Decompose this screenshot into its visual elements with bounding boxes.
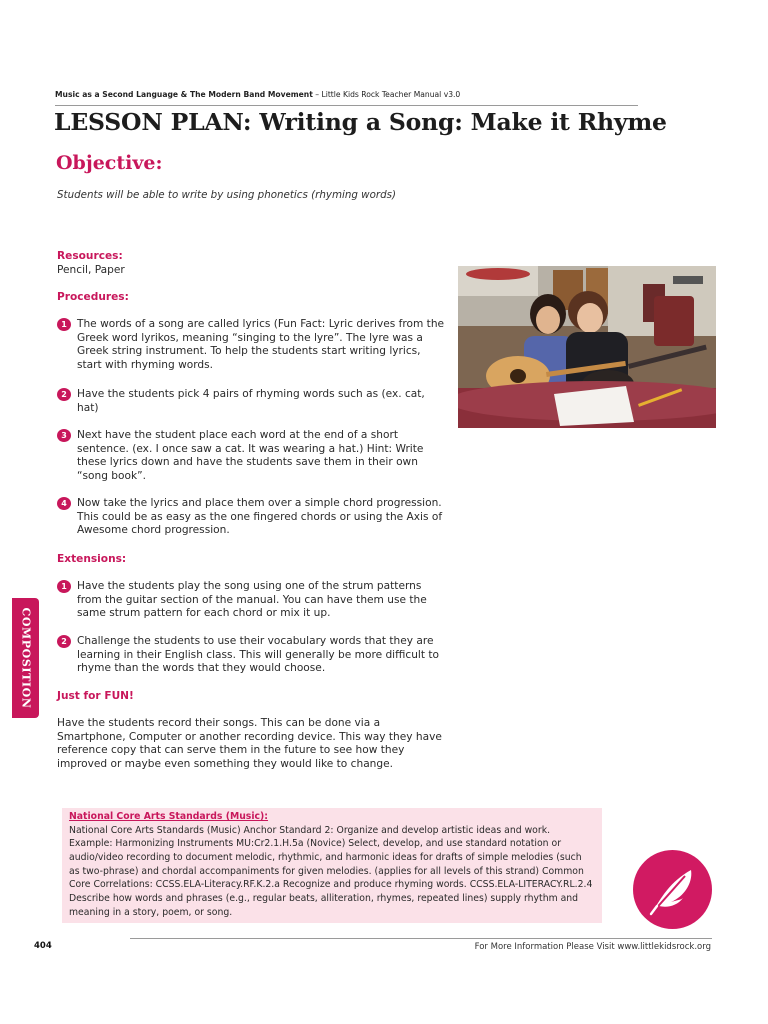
classroom-photo [458,266,716,428]
step-number-badge: 2 [57,388,71,401]
extension-text: Have the students play the song using one of the strum patterns from the guitar section of the manual. You can have them use the same strum pattern for each chord or mix it up. [77,580,427,620]
feather-icon [633,850,712,929]
step-number-badge: 3 [57,429,71,442]
procedure-item-1 [57,318,447,373]
resources-heading: Resources: [57,250,123,262]
step-number-badge: 1 [57,318,71,331]
procedures-heading: Procedures: [57,291,129,303]
fun-text: Have the students record their songs. This can be done via a Smartphone, Computer or another recording device. This way they have reference copy that can serve them in the future to see how they improved or maybe even something they would like to change. [57,717,442,771]
extension-item-1 [57,580,447,621]
step-number-badge: 4 [57,497,71,510]
standards-title: National Core Arts Standards (Music): [69,811,269,822]
photo-illustration [458,266,716,428]
running-header [55,90,638,99]
section-side-tab [12,598,39,718]
resources-text: Pencil, Paper [57,264,125,276]
extension-item-2 [57,635,447,676]
procedure-text: Now take the lyrics and place them over a simple chord progression. This could be as easy as the one fingered chords or using the Axis of Awesome chord progression. [77,497,443,537]
footer-divider [130,938,712,939]
procedure-text: Next have the student place each word at the end of a short sentence. (ex. I once saw a cat. It was wearing a hat.) Hint: Write these lyrics down and have the students save them in their own “song book”. [77,429,424,483]
brand-logo [633,850,712,929]
procedure-text: Have the students pick 4 pairs of rhyming words such as (ex. cat, hat) [77,388,425,414]
header-bold: Music as a Second Language & The Modern Band Movement [55,90,313,99]
header-rest: – Little Kids Rock Teacher Manual v3.0 [312,90,461,99]
fun-heading: Just for FUN! [57,690,134,702]
procedure-item-4 [57,497,447,538]
extension-text: Challenge the students to use their vocabulary words that they are learning in their English class. This will generally be more difficult to rhyme than the words that they would choose. [77,635,440,675]
header-divider [55,105,638,106]
page-number: 404 [34,941,52,951]
procedure-item-2 [57,388,447,415]
objective-text: Students will be able to write by using phonetics (rhyming words) [57,189,397,201]
step-number-badge: 1 [57,580,71,593]
footer-link-text: For More Information Please Visit www.littlekidsrock.org [474,942,711,952]
standards-text: National Core Arts Standards (Music) Anchor Standard 2: Organize and develop artistic ideas and work. Example: Harmonizing Instruments MU:Cr2.1.H.5a (Novice) Select, develop, and use standard notation or audio/video recording to document melodic, rhythmic, and harmonic ideas for drafts of simple melodies (such as two-phrase) and chordal accompaniments for given melodies. (applies for all levels of this strand) Common Core Correlations: CCSS.ELA-Literacy.RF.K.2.a Recognize and produce rhyming words. CCSS.ELA-LITERACY.RL.2.4 Describe how words and phrases (e.g., regular beats, alliteration, rhymes, repeated lines) supply rhythm and meaning in a story, poem, or song. [69,824,593,918]
procedure-text: The words of a song are called lyrics (Fun Fact: Lyric derives from the Greek word lyrikos, meaning “singing to the lyre”. The lyre was a Greek string instrument. To help the students start writing lyrics, start with rhyming words. [77,318,445,372]
extensions-heading: Extensions: [57,553,127,565]
side-tab-label: COMPOSITION [19,607,32,709]
step-number-badge: 2 [57,635,71,648]
page-title: LESSON PLAN: Writing a Song: Make it Rhyme [54,108,667,136]
objective-heading: Objective: [56,152,163,174]
standards-box [62,808,602,923]
procedure-item-3 [57,429,447,484]
